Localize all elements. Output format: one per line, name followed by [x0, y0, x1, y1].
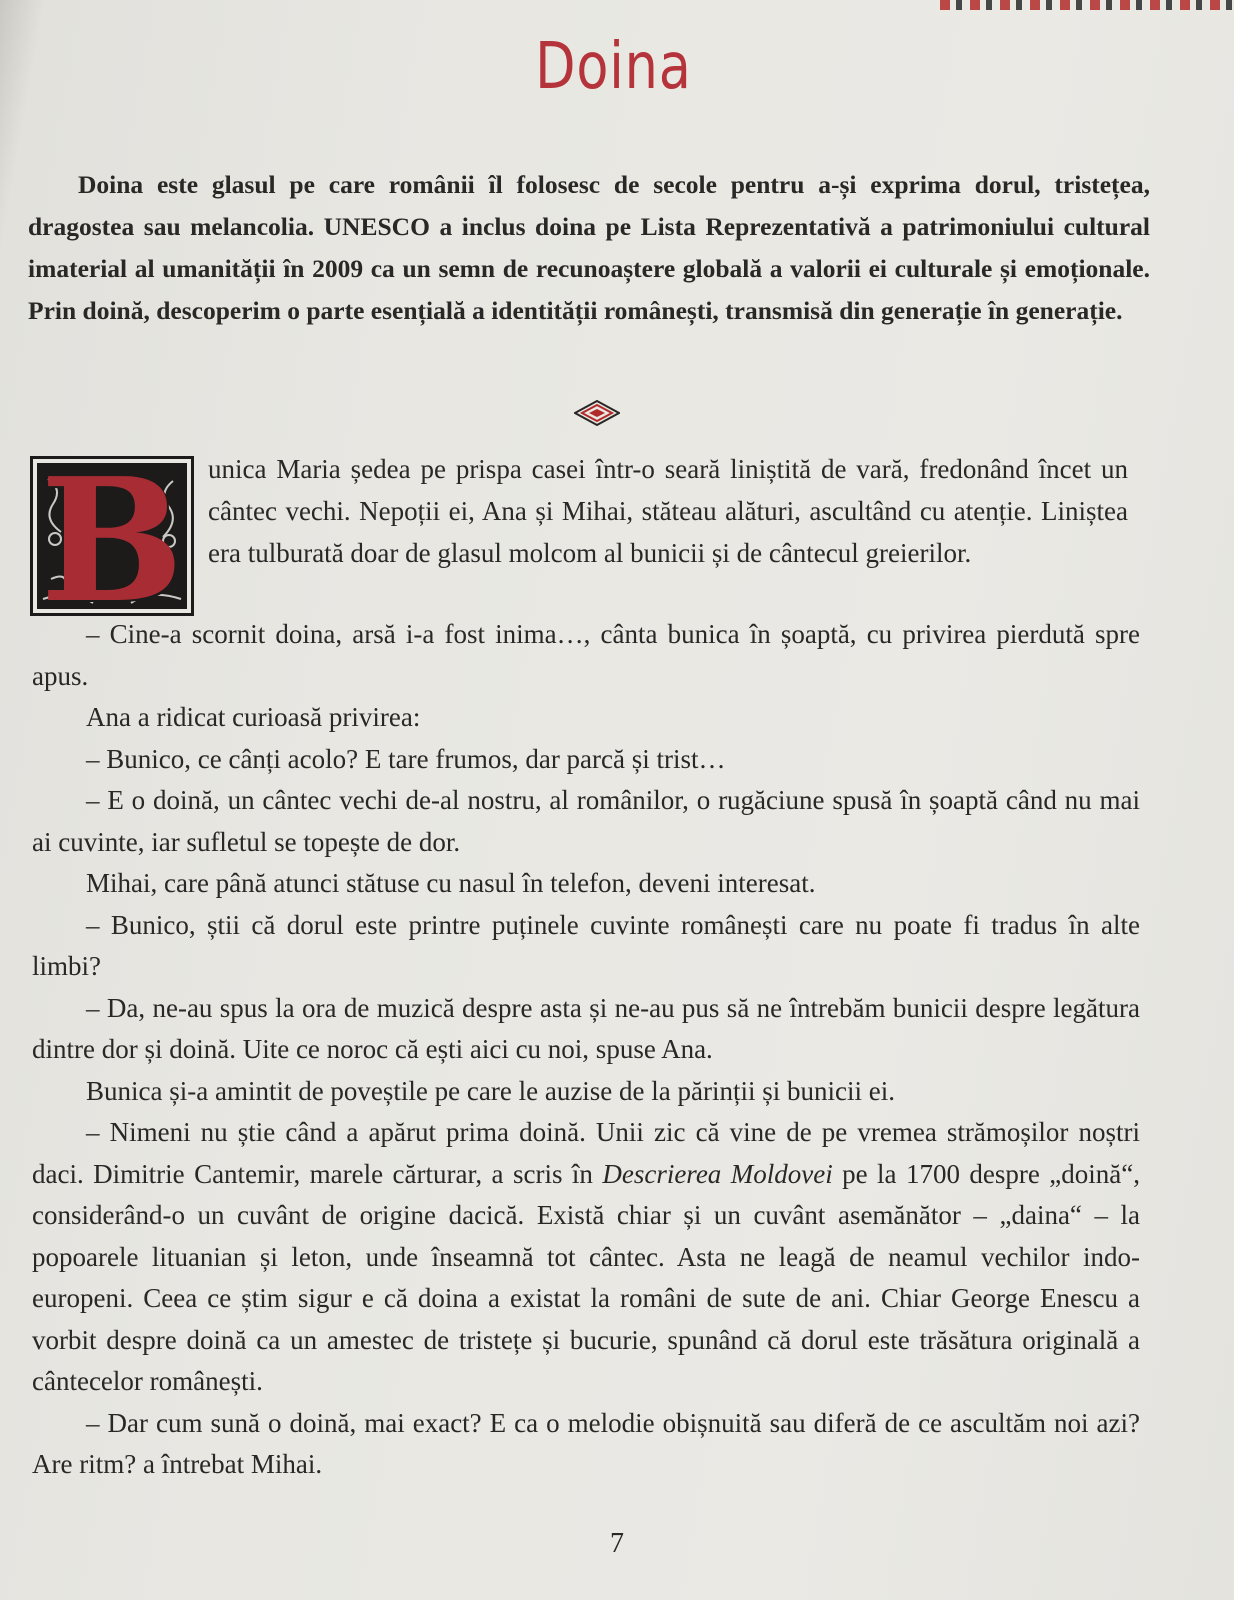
story-paragraph-cantemir	[32, 1112, 1140, 1403]
story-paragraph: – Bunico, ce cânți acolo? E tare frumos, dar parcă și trist…	[86, 743, 726, 774]
story-paragraph: – Dar cum sună o doină, mai exact? E ca o melodie obișnuită sau diferă de ce ascultăm noi azi? Are ritm? a întrebat Mihai.	[32, 1407, 1140, 1479]
cantemir-text-start: – Nimeni nu știe când a apărut prima doină. Unii zic că vine de pe vremea strămoșilor noștri daci. Dimitrie Cantemir, marele cărturar, a scris în	[32, 1117, 1140, 1189]
story-opening	[208, 448, 1128, 574]
cantemir-text-end: pe la 1700 despre „doină“, considerând-o un cuvânt de origine dacică. Există chiar și un cuvânt asemănător – „daina“ – la popoarele lituanian și leton, unde înseamnă tot cântec. Asta ne leagă de neamul vechilor indo-europeni. Ceea ce știm sigur e că doina a existat la români de sute de ani. Chiar George Enescu a vorbit despre doină ca un amestec de tristețe și bucurie, spunând că dorul este trăsătura originală a cântecelor românești.	[32, 1158, 1141, 1396]
story-paragraph: Ana a ridicat curioasă privirea:	[86, 702, 421, 732]
story-body	[32, 614, 1140, 1486]
drop-cap-letter: B	[40, 456, 184, 616]
drop-cap	[30, 456, 194, 616]
story-paragraph: Bunica și-a amintit de poveștile pe care le auzise de la părinții și bunicii ei.	[86, 1075, 895, 1106]
diamond-ornament-icon	[574, 400, 620, 426]
intro-paragraph	[28, 164, 1150, 332]
story-opening-text: unica Maria ședea pe prispa casei într-o seară liniștită de vară, fredonând încet un cântec vechi. Nepoții ei, Ana și Mihai, stăteau alături, ascultând cu atenție. Liniștea era tulburată doar de glasul molcom al bunicii și de cântecul greierilor.	[208, 454, 1128, 568]
story-paragraph: – E o doină, un cântec vechi de-al nostru, al românilor, o rugăciune spusă în șoaptă când nu mai ai cuvinte, iar sufletul se topește de dor.	[32, 785, 1140, 857]
story-paragraph: – Cine-a scornit doina, arsă i-a fost inima…, cânta bunica în șoaptă, cu privirea pierdută spre apus.	[32, 619, 1140, 691]
book-title: Descrierea Moldovei	[602, 1158, 833, 1189]
page-number: 7	[610, 1528, 624, 1559]
story-paragraph: – Da, ne-au spus la ora de muzică despre asta și ne-au pus să ne întrebăm bunicii despre legătura dintre dor și doină. Uite ce noroc că ești aici cu noi, spuse Ana.	[32, 992, 1140, 1064]
story-paragraph: Mihai, care până atunci stătuse cu nasul în telefon, deveni interesat.	[86, 868, 816, 898]
story-paragraph: – Bunico, știi că dorul este printre puținele cuvinte românești care nu poate fi tradus în alte limbi?	[32, 909, 1140, 981]
page-title: Doina	[535, 30, 692, 104]
decorative-top-border	[940, 0, 1234, 10]
intro-text: Doina este glasul pe care românii îl folosesc de secole pentru a-și exprima dorul, tristețea, dragostea sau melancolia. UNESCO a inclus doina pe Lista Reprezentativă a patrimoniului cultural imaterial al umanității în 2009 ca un semn de recunoaștere globală a valorii ei culturale și emoționale. Prin doină, descoperim o parte esențială a identității românești, transmisă din generație în generație.	[28, 170, 1150, 325]
